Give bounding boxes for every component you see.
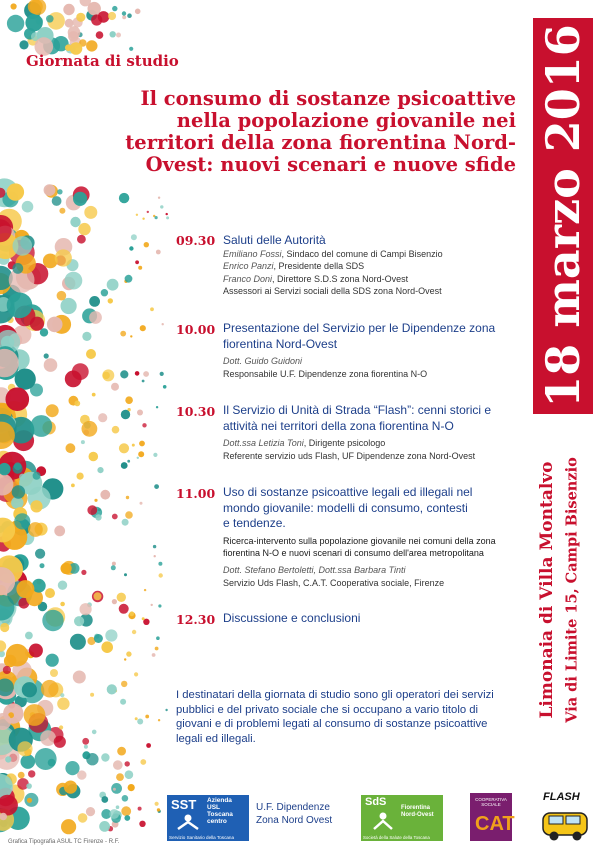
confetti-dot — [111, 565, 116, 570]
confetti-dot — [12, 485, 25, 498]
print-credit: Grafica Tipografia ASUL TC Firenze - R.F. — [8, 839, 120, 845]
confetti-dot — [107, 279, 119, 291]
confetti-dot — [61, 819, 76, 834]
confetti-dot — [55, 249, 72, 266]
program-title-line: Uso di sostanze psicoattive legali ed illegali nel — [223, 485, 473, 499]
confetti-dot — [160, 372, 164, 376]
confetti-dot — [124, 815, 130, 821]
confetti-dot — [155, 802, 159, 806]
confetti-dot — [66, 443, 76, 453]
confetti-dot — [54, 736, 66, 748]
event-title — [28, 88, 516, 176]
confetti-dot — [110, 31, 116, 37]
confetti-dot — [140, 325, 146, 331]
confetti-dot — [154, 484, 159, 489]
program-title — [223, 403, 513, 434]
confetti-dot — [12, 236, 32, 256]
confetti-dot — [86, 807, 95, 816]
confetti-dot — [82, 738, 89, 745]
confetti-dot — [77, 473, 84, 480]
confetti-dot — [6, 644, 29, 667]
confetti-dot — [45, 588, 55, 598]
flash-logo — [537, 791, 595, 843]
sst-logo-caption: Servizio Sanitario della Toscana — [169, 835, 235, 840]
confetti-dot — [142, 617, 145, 620]
confetti-dot — [90, 693, 94, 697]
confetti-dot — [160, 205, 163, 208]
confetti-dot — [63, 4, 74, 15]
confetti-dot — [61, 298, 77, 314]
confetti-dot — [52, 196, 62, 206]
confetti-dot — [158, 604, 161, 607]
confetti-dot — [68, 31, 79, 42]
uf-dipendenze-label: U.F. Dipendenze Zona Nord Ovest — [256, 802, 333, 826]
confetti-dot — [86, 40, 97, 51]
program-detail: Emiliano Fossi, Sindaco del comune di Campi Bisenzio — [223, 249, 443, 259]
confetti-dot — [76, 13, 85, 22]
confetti-dot — [30, 415, 52, 437]
confetti-dot — [22, 682, 37, 697]
confetti-dot — [109, 809, 119, 819]
confetti-dot — [41, 680, 59, 698]
confetti-dot — [61, 563, 72, 574]
confetti-dot — [125, 275, 133, 283]
confetti-dot — [89, 296, 100, 307]
confetti-dot — [125, 511, 133, 519]
program-time: 09.30 — [176, 233, 216, 248]
confetti-dot — [28, 522, 43, 537]
confetti-dot — [84, 745, 88, 749]
sds-logo-caption: Società della Salute della Toscana — [363, 835, 430, 840]
sds-logo-name: Fiorentina Nord-Ovest — [401, 805, 434, 818]
confetti-dot — [122, 15, 126, 19]
confetti-dot — [92, 393, 96, 397]
confetti-dot — [108, 12, 116, 20]
confetti-dot — [152, 653, 156, 657]
confetti-dot — [19, 474, 26, 481]
confetti-dot — [54, 526, 65, 537]
confetti-dot — [132, 630, 136, 634]
confetti-dot — [102, 369, 114, 381]
confetti-dot — [126, 651, 131, 656]
confetti-dot — [140, 759, 146, 765]
program-title: Saluti delle Autorità — [223, 233, 326, 247]
confetti-dot — [150, 307, 154, 311]
confetti-dot — [132, 444, 135, 447]
confetti-dot — [94, 634, 103, 643]
confetti-dot — [59, 208, 65, 214]
confetti-dot — [154, 555, 156, 557]
confetti-dot — [57, 189, 62, 194]
confetti-dot — [116, 773, 124, 781]
confetti-dot — [117, 593, 126, 602]
confetti-dot — [120, 699, 126, 705]
confetti-dot — [138, 451, 144, 457]
confetti-dot — [12, 263, 23, 274]
confetti-dot — [156, 250, 161, 255]
sds-figure-icon — [371, 811, 395, 831]
confetti-dot — [94, 592, 102, 600]
confetti-dot — [78, 813, 88, 823]
confetti-dot — [77, 235, 86, 244]
confetti-dot — [153, 453, 157, 457]
confetti-dot — [140, 502, 143, 505]
program-research-note — [223, 535, 523, 559]
event-address: Via di Limite 15, Campi Bisenzio — [563, 457, 581, 723]
program-time: 11.00 — [176, 486, 216, 501]
confetti-dot — [130, 335, 132, 337]
confetti-dot — [125, 761, 130, 766]
confetti-dot — [108, 298, 113, 303]
confetti-dot — [42, 610, 63, 631]
confetti-dot — [124, 658, 126, 660]
event-title-line: Ovest: nuovi scenari e nuove sfide — [145, 153, 516, 176]
sst-logo — [167, 795, 249, 841]
confetti-dot — [158, 562, 162, 566]
confetti-dot — [125, 396, 133, 404]
confetti-dot — [113, 788, 116, 791]
program-title-line: fiorentina Nord-Ovest — [223, 336, 338, 351]
confetti-dot — [163, 385, 167, 389]
confetti-dot — [97, 467, 103, 473]
confetti-dot — [78, 223, 90, 235]
confetti-dot — [87, 505, 97, 515]
confetti-dot — [26, 783, 32, 789]
confetti-dot — [40, 563, 45, 568]
confetti-dot — [7, 293, 33, 319]
confetti-dot — [57, 698, 69, 710]
audience-note-line: giovani e di problemi legati al consumo di sostanze psicoattive — [176, 718, 488, 730]
flash-van-icon — [539, 805, 593, 843]
program-time: 10.30 — [176, 404, 216, 419]
confetti-dot — [129, 47, 133, 51]
confetti-dot — [119, 604, 129, 614]
confetti-dot — [155, 216, 158, 219]
program-detail: Franco Doni, Direttore S.D.S zona Nord-Ovest — [223, 274, 409, 284]
confetti-dot — [127, 460, 130, 463]
confetti-dot — [116, 805, 120, 809]
program-title-line: attività nei territori della zona fiorentina N-O — [223, 418, 454, 433]
confetti-dot — [165, 709, 167, 711]
confetti-dot — [94, 499, 97, 502]
confetti-dot — [60, 693, 64, 697]
sst-logo-abbr: SST — [171, 797, 197, 812]
confetti-dot — [135, 260, 139, 264]
confetti-dot — [57, 291, 67, 301]
confetti-dot — [27, 798, 32, 803]
confetti-dot — [7, 15, 24, 32]
program-detail: Servizio Uds Flash, C.A.T. Cooperativa sociale, Firenze — [223, 578, 445, 588]
confetti-dot — [81, 440, 85, 444]
program-title-line: Presentazione del Servizio per le Dipendenze zona — [223, 321, 496, 335]
confetti-dot — [131, 234, 137, 240]
cat-cooperativa-logo — [470, 793, 515, 841]
confetti-dot — [65, 272, 83, 290]
confetti-dot — [91, 14, 102, 25]
confetti-dot — [119, 193, 129, 203]
flash-logo-text: FLASH — [543, 791, 580, 803]
confetti-dot — [145, 715, 149, 719]
confetti-dot — [44, 353, 49, 358]
confetti-dot — [112, 562, 116, 566]
confetti-dot — [138, 266, 142, 270]
confetti-dot — [112, 6, 117, 11]
confetti-dot — [101, 289, 108, 296]
confetti-dot — [60, 602, 65, 607]
confetti-dot — [73, 671, 86, 684]
audience-note — [176, 688, 516, 746]
event-location — [520, 430, 600, 750]
confetti-dot — [112, 514, 118, 520]
confetti-dot — [137, 410, 143, 416]
confetti-dot — [124, 573, 127, 576]
confetti-dot — [111, 783, 122, 794]
cat-logo-mark: CAT — [475, 813, 515, 835]
event-title-line: territori della zona fiorentina Nord- — [125, 131, 516, 154]
confetti-dot — [30, 500, 42, 512]
confetti-dot — [59, 725, 63, 729]
confetti-dot — [22, 201, 34, 213]
sds-logo-abbr: SdS — [365, 796, 387, 808]
program-title-line: Il Servizio di Unità di Strada “Flash”: cenni storici e — [223, 403, 492, 417]
confetti-dot — [121, 410, 130, 419]
confetti-dot — [122, 11, 126, 15]
event-title-line: Il consumo di sostanze psicoattive — [140, 87, 516, 110]
program-detail: Referente servizio uds Flash, UF Dipendenze zona Nord-Ovest — [223, 451, 476, 461]
confetti-dot — [166, 213, 168, 215]
confetti-dot — [156, 636, 160, 640]
confetti-dot — [72, 363, 89, 380]
event-venue: Limonaia di Villa Montalvo — [537, 461, 557, 719]
confetti-dot — [70, 634, 86, 650]
confetti-dot — [127, 13, 132, 18]
program-research-line: Ricerca-intervento sulla popolazione giovanile nei comuni della zona — [223, 536, 496, 546]
sst-logo-name: Azienda USL Toscana centro — [207, 797, 233, 825]
program-detail: Dott. Stefano Bertoletti, Dott.ssa Barbara Tinti — [223, 565, 406, 575]
confetti-dot — [142, 423, 146, 427]
confetti-dot — [46, 654, 59, 667]
program-title — [223, 321, 513, 352]
confetti-dot — [112, 426, 120, 434]
confetti-dot — [19, 40, 28, 49]
confetti-dot — [14, 462, 22, 470]
event-date: 18 marzo 2016 — [536, 24, 590, 408]
confetti-dot — [144, 242, 149, 247]
confetti-dot — [44, 184, 56, 196]
confetti-dot — [40, 730, 56, 746]
confetti-dot — [125, 770, 134, 779]
confetti-dot — [0, 623, 9, 632]
program-detail: Responsabile U.F. Dipendenze zona fiorentina N-O — [223, 369, 428, 379]
confetti-dot — [120, 370, 128, 378]
confetti-dot — [46, 15, 54, 23]
confetti-dot — [25, 632, 33, 640]
program-detail: Assessori ai Servizi sociali della SDS zona Nord-Ovest — [223, 286, 442, 296]
confetti-dot — [101, 796, 108, 803]
confetti-dot — [151, 604, 153, 606]
confetti-dot — [113, 760, 123, 770]
confetti-dot — [98, 413, 107, 422]
confetti-dot — [64, 781, 77, 794]
confetti-dot — [143, 371, 149, 377]
confetti-dot — [71, 484, 75, 488]
confetti-dot — [18, 772, 25, 779]
confetti-dot — [137, 457, 139, 459]
program-title — [223, 485, 513, 532]
program-title-line: mondo giovanile: modelli di consumo, contesti — [223, 500, 468, 515]
confetti-dot — [99, 821, 110, 832]
confetti-dot — [129, 611, 134, 616]
confetti-dot — [46, 404, 59, 417]
confetti-dot — [126, 496, 129, 499]
confetti-dot — [138, 807, 142, 811]
confetti-dot — [95, 514, 101, 520]
confetti-dot — [15, 369, 36, 390]
sst-figure-icon — [175, 813, 201, 831]
confetti-dot — [28, 770, 35, 777]
confetti-dot — [146, 743, 151, 748]
confetti-dot — [157, 808, 160, 811]
confetti-dot — [112, 599, 117, 604]
confetti-dot — [24, 704, 46, 726]
confetti-dot — [21, 754, 36, 769]
confetti-dot — [111, 383, 119, 391]
confetti-dot — [129, 246, 133, 250]
confetti-dot — [122, 795, 129, 802]
program-time: 10.00 — [176, 322, 216, 337]
confetti-dot — [89, 311, 102, 324]
confetti-dot — [158, 197, 160, 199]
confetti-dot — [117, 747, 126, 756]
confetti-dot — [14, 513, 30, 529]
confetti-dot — [92, 730, 97, 735]
confetti-dot — [136, 214, 138, 216]
confetti-dot — [101, 753, 109, 761]
confetti-dot — [144, 589, 146, 591]
confetti-dot — [121, 681, 127, 687]
confetti-dot — [35, 549, 45, 559]
program-detail: Dott. Guido Guidoni — [223, 356, 303, 366]
confetti-dot — [7, 183, 24, 200]
confetti-dot — [155, 647, 159, 651]
confetti-dot — [33, 472, 41, 480]
confetti-dot — [86, 753, 98, 765]
confetti-dot — [128, 784, 135, 791]
confetti-dot — [121, 462, 128, 469]
confetti-dot — [156, 406, 158, 408]
confetti-dot — [166, 216, 169, 219]
confetti-dot — [44, 358, 58, 372]
confetti-dot — [58, 581, 67, 590]
confetti-dot — [107, 684, 117, 694]
confetti-dot — [142, 218, 144, 220]
cat-logo-text: COOPERATIVA SOCIALE — [475, 797, 507, 807]
confetti-dot — [5, 387, 29, 411]
audience-note-line: pubblici e del privato sociale che si occupano a vario titolo di — [176, 703, 479, 716]
confetti-dot — [162, 323, 164, 325]
confetti-dot — [139, 441, 145, 447]
confetti-dot — [73, 192, 87, 206]
sds-logo — [361, 795, 443, 841]
program-research-line: fiorentina N-O e nuovi scenari di consumo dell'area metropolitana — [223, 548, 484, 558]
program-time: 12.30 — [176, 612, 216, 627]
event-subtitle: Giornata di studio — [26, 52, 179, 70]
confetti-dot — [65, 761, 79, 775]
confetti-dot — [98, 508, 101, 511]
confetti-dot — [158, 719, 160, 721]
confetti-dot — [74, 616, 84, 626]
confetti-dot — [35, 748, 57, 770]
confetti-dot — [81, 570, 86, 575]
confetti-dot — [142, 380, 145, 383]
confetti-dot — [159, 573, 163, 577]
confetti-dot — [17, 741, 32, 756]
confetti-dot — [80, 603, 92, 615]
confetti-dot — [100, 490, 110, 500]
confetti-dot — [0, 640, 6, 651]
confetti-dot — [16, 580, 34, 598]
program-detail: Dott.ssa Letizia Toni, Dirigente psicologo — [223, 438, 386, 448]
confetti-dot — [122, 519, 129, 526]
confetti-dot — [135, 371, 140, 376]
confetti-dot — [119, 443, 129, 453]
confetti-dot — [147, 211, 149, 213]
confetti-dot — [116, 33, 121, 38]
confetti-dot — [153, 545, 156, 548]
confetti-dot — [135, 717, 138, 720]
confetti-dot — [120, 331, 126, 337]
confetti-dot — [134, 672, 138, 676]
audience-note-line: I destinatari della giornata di studio sono gli operatori dei servizi — [176, 689, 494, 701]
confetti-dot — [96, 31, 104, 39]
confetti-dot — [86, 349, 96, 359]
confetti-dot — [29, 644, 43, 658]
confetti-dot — [11, 3, 17, 9]
audience-note-line: legali ed illegali. — [176, 732, 256, 745]
confetti-dot — [47, 317, 63, 333]
confetti-dot — [70, 217, 80, 227]
confetti-dot — [74, 401, 80, 407]
program-title: Discussione e conclusioni — [223, 611, 361, 625]
confetti-dot — [139, 821, 145, 827]
confetti-dot — [65, 19, 74, 28]
program-title-line: e tendenze. — [223, 516, 286, 530]
confetti-dot — [50, 669, 58, 677]
program-detail: Enrico Panzi, Presidente della SDS — [223, 261, 365, 271]
confetti-dot — [89, 452, 99, 462]
confetti-dot — [82, 332, 91, 341]
confetti-dot — [84, 206, 97, 219]
confetti-dot — [137, 719, 143, 725]
confetti-dot — [121, 806, 131, 816]
confetti-dot — [3, 666, 11, 674]
event-title-line: nella popolazione giovanile nei — [176, 109, 516, 132]
confetti-dot — [135, 9, 141, 15]
confetti-dot — [5, 756, 11, 762]
confetti-dot — [105, 629, 117, 641]
confetti-dot — [101, 641, 113, 653]
confetti-dot — [82, 421, 98, 437]
